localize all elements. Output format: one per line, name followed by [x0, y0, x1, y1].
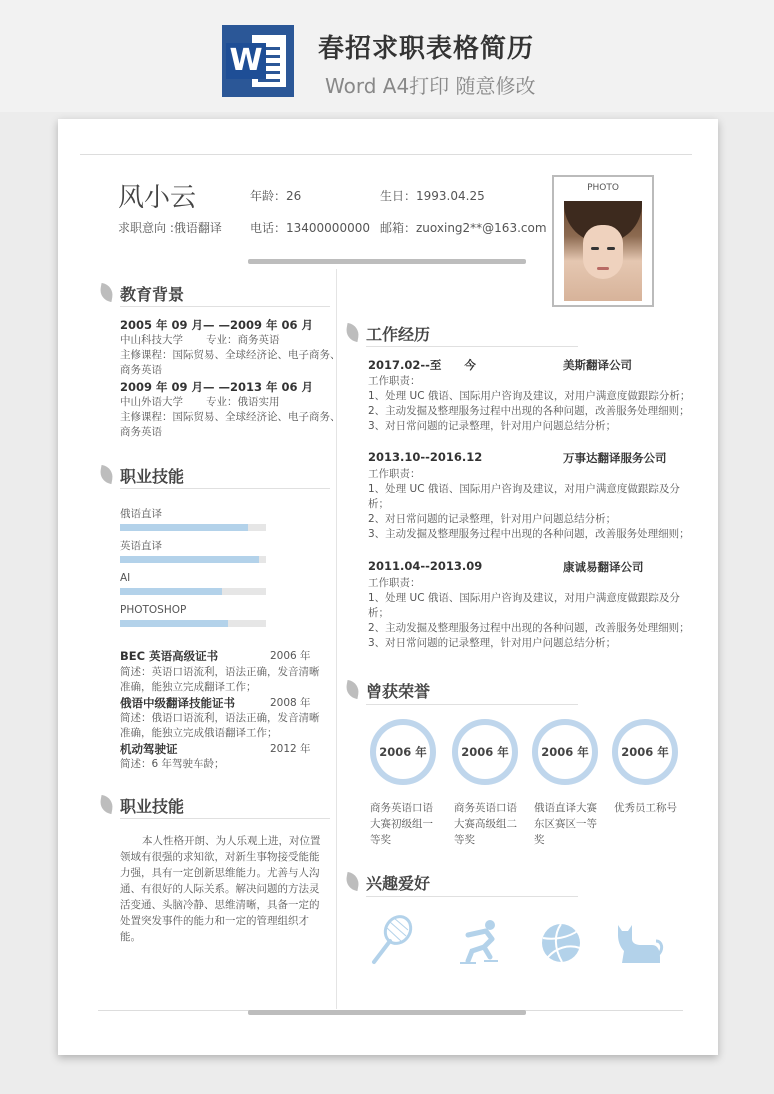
edu-courses: 主修课程：国际贸易、全球经济论、电子商务、: [120, 411, 341, 423]
banner-title: 春招求职表格简历: [318, 34, 535, 64]
cert-year: 2012 年: [270, 743, 311, 755]
honor-year-badge: 2006 年: [532, 719, 598, 785]
leaf-icon: [345, 872, 361, 891]
honor-desc: 大赛初级组一: [370, 818, 433, 830]
job-line: 3、对日常问题的记录整理，针对用户问题总结分析；: [368, 420, 617, 432]
edu-school: 中山科技大学: [120, 334, 183, 346]
leaf-icon: [99, 465, 115, 484]
edu-major: 专业：俄语实用: [206, 396, 280, 408]
job-line: 2、主动发掘及整理服务过程中出现的各种问题，改善服务处理细则；: [368, 622, 690, 634]
tennis-racket-icon: [368, 914, 416, 966]
leaf-icon: [99, 283, 115, 302]
edu-courses: 商务英语: [120, 426, 162, 438]
self-eval-title: 职业技能: [120, 797, 185, 816]
candidate-name: 风小云: [118, 183, 197, 213]
skill-label: 俄语直译: [120, 508, 162, 520]
cert-year: 2008 年: [270, 697, 311, 709]
self-eval-line: 活变通、头脑冷静、思维清晰，具备一定的: [120, 899, 320, 911]
job-line: 2、对日常问题的记录整理，针对用户问题总结分析；: [368, 513, 617, 525]
email: 邮箱：zuoxing2**@163.com: [380, 221, 547, 235]
leaf-icon: [99, 795, 115, 814]
skill-bar: [120, 620, 266, 627]
job-line: 3、主动发掘及整理服务过程中出现的各种问题，改善服务处理细则；: [368, 528, 690, 540]
honor-year-badge: 2006 年: [370, 719, 436, 785]
skill-label: PHOTOSHOP: [120, 604, 187, 616]
job-line: 3、对日常问题的记录整理，针对用户问题总结分析；: [368, 637, 617, 649]
honor-desc: 奖: [534, 834, 545, 846]
edu-period: 2005 年 09 月— —2009 年 06 月: [120, 318, 314, 332]
honor-desc: 俄语直译大赛: [534, 802, 597, 814]
footer-divider-bar: [248, 1010, 526, 1015]
job-company: 美斯翻译公司: [563, 358, 632, 372]
job-line: 析；: [368, 607, 389, 619]
phone: 电话：13400000000: [250, 221, 370, 235]
job-line: 2、主动发掘及整理服务过程中出现的各种问题，改善服务处理细则；: [368, 405, 690, 417]
birthday: 生日：1993.04.25: [380, 189, 485, 203]
edu-school: 中山外语大学: [120, 396, 183, 408]
honor-year-badge: 2006 年: [612, 719, 678, 785]
honor-desc: 东区赛区一等: [534, 818, 597, 830]
word-icon: W: [222, 25, 294, 97]
job-company: 万事达翻译服务公司: [563, 451, 667, 465]
job-line: 工作职责：: [368, 468, 421, 480]
job-period: 2013.10--2016.12: [368, 450, 483, 464]
banner-subtitle: Word A4打印 随意修改: [325, 74, 536, 98]
volleyball-icon: [540, 922, 582, 964]
skill-bar: [120, 556, 266, 563]
skill-bar: [120, 524, 266, 531]
hobbies-title: 兴趣爱好: [366, 874, 431, 893]
age: 年龄：26: [250, 189, 302, 203]
honors-title: 曾获荣誉: [366, 682, 431, 701]
job-intent: 求职意向 :俄语翻译: [118, 221, 222, 235]
leaf-icon: [345, 323, 361, 342]
job-period: 2017.02--至 今: [368, 358, 476, 372]
honor-year-badge: 2006 年: [452, 719, 518, 785]
leaf-icon: [345, 680, 361, 699]
skating-icon: [458, 919, 504, 965]
self-eval-line: 能。: [120, 931, 141, 943]
banner: [0, 0, 774, 112]
cert-year: 2006 年: [270, 650, 311, 662]
job-line: 1、处理 UC 俄语、国际用户咨询及建议，对用户满意度做跟踪分析；: [368, 390, 691, 402]
top-rule: [80, 154, 692, 155]
self-eval-line: 力强，具有一定创新思维能力。尤善与人沟: [120, 867, 320, 879]
header-divider-bar: [248, 259, 526, 264]
job-line: 1、处理 UC 俄语、国际用户咨询及建议，对用户满意度做跟踪及分: [368, 483, 680, 495]
skills-title: 职业技能: [120, 467, 185, 486]
honor-desc: 等奖: [454, 834, 475, 846]
cert-desc: 简述：俄语口语流利，语法正确，发音清晰: [120, 712, 320, 724]
cert-desc: 简述：6 年驾驶车龄；: [120, 758, 225, 770]
job-line: 工作职责：: [368, 375, 421, 387]
job-line: 析；: [368, 498, 389, 510]
skill-label: AI: [120, 572, 131, 584]
cert-desc: 简述：英语口语流利，语法正确，发音清晰: [120, 666, 320, 678]
honor-desc: 优秀员工称号: [614, 802, 677, 814]
honor-desc: 大赛高级组二: [454, 818, 517, 830]
profile-photo: [564, 201, 642, 301]
edu-period: 2009 年 09 月— —2013 年 06 月: [120, 380, 314, 394]
cat-icon: [614, 921, 664, 965]
cert-name: 俄语中级翻译技能证书: [120, 696, 235, 710]
honor-desc: 商务英语口语: [370, 802, 433, 814]
job-line: 1、处理 UC 俄语、国际用户咨询及建议，对用户满意度做跟踪及分: [368, 592, 680, 604]
edu-major: 专业：商务英语: [206, 334, 280, 346]
edu-courses: 主修课程：国际贸易、全球经济论、电子商务、: [120, 349, 341, 361]
cert-desc: 准确，能独立完成俄语翻译工作；: [120, 727, 278, 739]
job-period: 2011.04--2013.09: [368, 559, 483, 573]
photo-frame: [552, 175, 654, 307]
cert-desc: 准确，能独立完成翻译工作；: [120, 681, 257, 693]
self-eval-line: 领域有很强的求知欲，对新生事物接受能能: [120, 851, 320, 863]
cert-name: 机动驾驶证: [120, 742, 178, 756]
work-title: 工作经历: [366, 325, 431, 344]
skill-label: 英语直译: [120, 540, 162, 552]
self-eval-line: 本人性格开朗、为人乐观上进，对位置: [142, 835, 321, 847]
job-company: 康诚易翻译公司: [563, 560, 644, 574]
education-title: 教育背景: [120, 285, 185, 304]
column-divider: [336, 269, 337, 1009]
photo-label: PHOTO: [587, 183, 619, 193]
resume-page: [58, 119, 718, 1055]
honor-desc: 等奖: [370, 834, 391, 846]
cert-name: BEC 英语高级证书: [120, 649, 219, 663]
self-eval-line: 通、有很好的人际关系。解决问题的方法灵: [120, 883, 320, 895]
skill-bar: [120, 588, 266, 595]
self-eval-line: 处置突发事件的能力和一定的管理组织才: [120, 915, 309, 927]
edu-courses: 商务英语: [120, 364, 162, 376]
honor-desc: 商务英语口语: [454, 802, 517, 814]
job-line: 工作职责：: [368, 577, 421, 589]
